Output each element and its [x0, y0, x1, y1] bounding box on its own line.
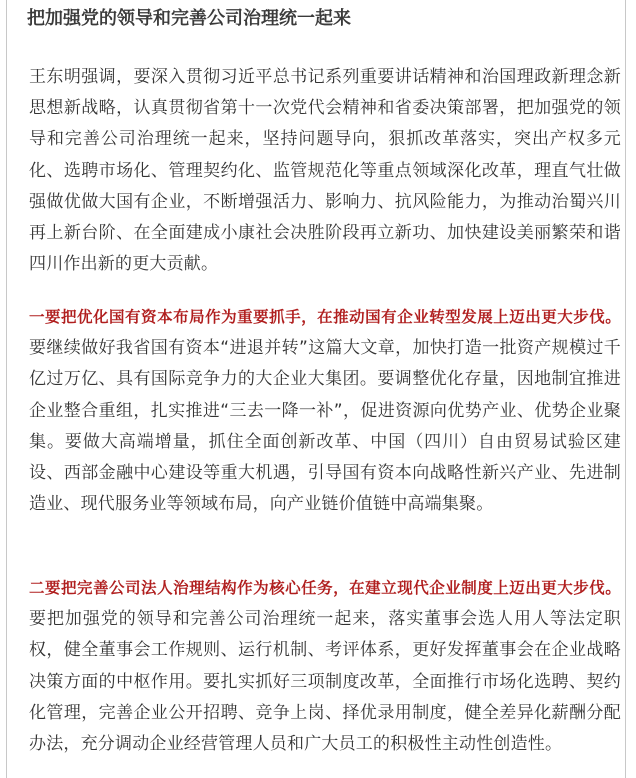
article-title: 把加强党的领导和完善公司治理统一起来 [27, 8, 351, 29]
point-two-paragraph [29, 573, 621, 760]
intro-paragraph: 王东明强调，要深入贯彻习近平总书记系列重要讲话精神和治国理政新理念新思想新战略，认真贯彻省第十一次党代会精神和省委决策部署，把加强党的领导和完善公司治理统一起来，坚持问题导向，狠抓改革落实，突出产权多元化、选聘市场化、管理契约化、监管规范化等重点领域深化改革，理直气壮做强做优做大国有企业，不断增强活力、影响力、抗风险能力，为推动治蜀兴川再上新台阶、在全面建成小康社会决胜阶段再立新功、加快建设美丽繁荣和谐四川作出新的更大贡献。 [29, 67, 621, 275]
point-two-lead: 二要把完善公司法人治理结构作为核心任务，在建立现代企业制度上迈出更大步伐。 [29, 579, 621, 597]
point-two-body: 要把加强党的领导和完善公司治理统一起来，落实董事会选人用人等法定职权，健全董事会工作规则、运行机制、考评体系，更好发挥董事会在企业战略决策方面的中枢作用。要扎实抓好三项制度改革，全面推行市场化选聘、契约化管理，完善企业公开招聘、竞争上岗、择优录用制度，健全差异化薪酬分配办法，充分调动企业经营管理人员和广大员工的积极性主动性创造性。 [29, 609, 621, 755]
point-one-body: 要继续做好我省国有资本“进退并转”这篇大文章，加快打造一批资产规模过千亿过万亿、具有国际竞争力的大企业大集团。要调整优化存量，因地制宜推进企业整合重组，扎实推进“三去一降一补”，促进资源向优势产业、优势企业聚集。要做大高端增量，抓住全面创新改革、中国（四川）自由贸易试验区建设、西部金融中心建设等重大机遇，引导国有资本向战略性新兴产业、先进制造业、现代服务业等领域布局，向产业链价值链中高端集聚。 [29, 338, 621, 515]
point-one-paragraph [29, 302, 621, 520]
point-one-lead: 一要把优化国有资本布局作为重要抓手，在推动国有企业转型发展上迈出更大步伐。 [29, 308, 621, 326]
article-frame [6, 0, 626, 778]
